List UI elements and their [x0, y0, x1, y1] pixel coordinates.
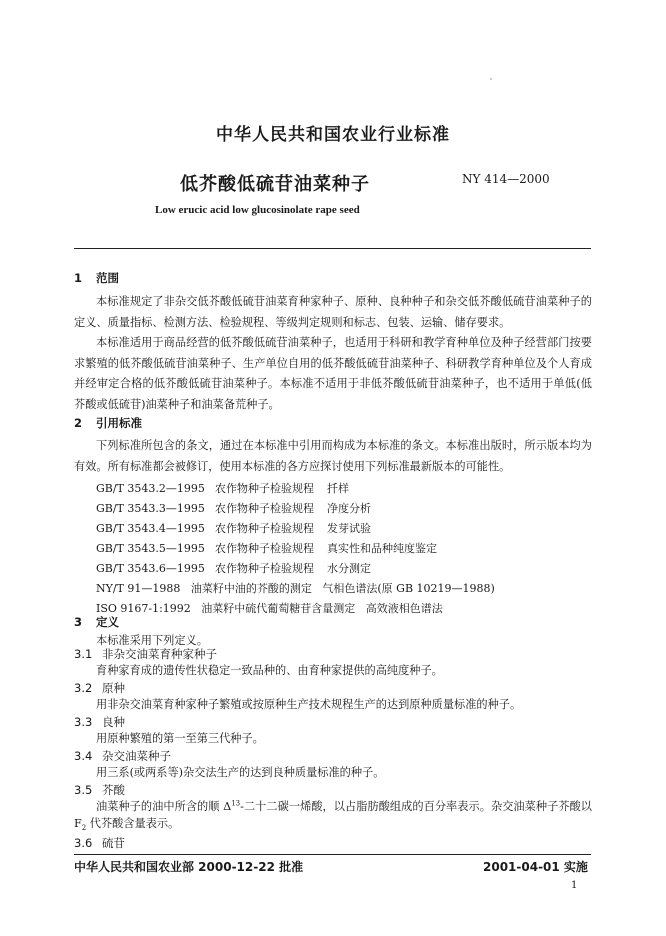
definition-3-5-body [74, 798, 592, 832]
definition-3-1-heading [74, 646, 217, 662]
definition-3-3-body: 用原种繁殖的第一至第三代种子。 [96, 732, 264, 745]
header-rule [74, 248, 591, 249]
body-text: 油菜种子的油中所含的顺 Δ [96, 800, 232, 813]
clause-number: 3.3 [74, 715, 93, 729]
clause-title: 硫苷 [102, 836, 125, 850]
ref-code: GB/T 3543.3—1995 [96, 502, 205, 515]
reference-ny: NY/T 91—1988 油菜籽中油的芥酸的测定 气相色谱法(原 GB 10219—1988) [96, 582, 495, 595]
clause-number: 3.5 [74, 783, 93, 797]
footer-rule [74, 854, 591, 855]
ref-name: 农作物种子检验规程 [215, 502, 314, 515]
page-number: 1 [571, 880, 578, 891]
section-title: 范围 [96, 271, 119, 285]
definition-3-4-heading [74, 748, 171, 764]
definition-3-2-heading [74, 680, 125, 696]
clause-number: 3.2 [74, 681, 93, 695]
ref-topic: 净度分析 [327, 502, 371, 515]
reference-item [96, 500, 371, 516]
clause-number: 3.4 [74, 749, 93, 763]
section-number: 3 [74, 615, 83, 629]
section-title: 引用标准 [96, 416, 142, 430]
document-title: 低芥酸低硫苷油菜种子 [180, 174, 370, 195]
standard-organization: 中华人民共和国农业行业标准 [216, 125, 450, 145]
ref-code: GB/T 3543.5—1995 [96, 542, 205, 555]
ref-topic: 水分测定 [327, 562, 371, 575]
section-2-heading [74, 415, 142, 431]
definition-3-4-body: 用三系(或两系等)杂交法生产的达到良种质量标准的种子。 [96, 766, 385, 779]
reference-iso: ISO 9167-1:1992 油菜籽中硫代葡萄糖苷含量测定 高效液相色谱法 [96, 602, 443, 615]
ref-name: 农作物种子检验规程 [215, 542, 314, 555]
reference-item [96, 480, 349, 496]
ref-name: 农作物种子检验规程 [215, 522, 314, 535]
reference-item [96, 520, 371, 536]
body-text: -二十二碳一烯酸，以占脂肪酸组成的百分率表示。杂交油菜种子芥酸以 F [74, 800, 592, 830]
section-number: 2 [74, 416, 83, 430]
section-1-heading [74, 270, 119, 286]
clause-title: 杂交油菜种子 [102, 749, 171, 763]
ref-topic: 真实性和品种纯度鉴定 [327, 542, 437, 555]
ref-name: 农作物种子检验规程 [215, 562, 314, 575]
standard-code: NY 414—2000 [462, 172, 550, 186]
definitions-intro: 本标准采用下列定义。 [96, 634, 208, 647]
section-3-heading [74, 614, 119, 630]
ref-topic: 扦样 [327, 482, 349, 495]
subscript: 2 [81, 824, 87, 833]
ref-code: GB/T 3543.6—1995 [96, 562, 205, 575]
reference-item [96, 560, 371, 576]
clause-title: 原种 [102, 681, 125, 695]
references-intro: 下列标准所包含的条文，通过在本标准中引用而构成为本标准的条文。本标准出版时，所示版本均为有效。所有标准都会被修订，使用本标准的各方应探讨使用下列标准最新版本的可能性。 [74, 439, 592, 473]
effective-date: 2001-04-01 实施 [483, 860, 588, 874]
speck [490, 78, 492, 80]
ref-code: GB/T 3543.4—1995 [96, 522, 205, 535]
scope-paragraph-1: 本标准规定了非杂交低芥酸低硫苷油菜育种家种子、原种、良种种子和杂交低芥酸低硫苷油菜种子的定义、质量指标、检测方法、检验规程、等级判定规则和标志、包装、运输、储存要求。 [74, 295, 592, 329]
ref-topic: 发芽试验 [327, 522, 371, 535]
approval-line: 中华人民共和国农业部 2000-12-22 批准 [74, 860, 304, 874]
ref-name: 农作物种子检验规程 [215, 482, 314, 495]
clause-number: 3.6 [74, 836, 93, 850]
body-text: 代芥酸含量表示。 [86, 817, 180, 830]
clause-title: 芥酸 [102, 783, 125, 797]
ref-code: GB/T 3543.2—1995 [96, 482, 205, 495]
reference-item [96, 540, 437, 556]
clause-title: 非杂交油菜育种家种子 [102, 647, 217, 661]
definition-3-6-heading [74, 836, 125, 850]
english-title: Low erucic acid low glucosinolate rape seed [155, 204, 360, 216]
section-title: 定义 [96, 615, 119, 629]
scope-paragraph-2: 本标准适用于商品经营的低芥酸低硫苷油菜种子，也适用于科研和教学育种单位及种子经营部门按要求繁殖的低芥酸低硫苷油菜种子、生产单位自用的低芥酸低硫苷油菜种子、科研教学育种单位及个人育成并经审定合格的低芥酸低硫苷油菜种子。本标准不适用于非低芥酸低硫苷油菜种子，也不适用于单低(低芥酸或低硫苷)油菜种子和油菜备荒种子。 [74, 336, 592, 411]
definition-3-2-body: 用非杂交油菜育种家种子繁殖或按原种生产技术规程生产的达到原种质量标准的种子。 [96, 698, 522, 711]
clause-title: 良种 [102, 715, 125, 729]
definition-3-3-heading [74, 714, 125, 730]
section-number: 1 [74, 271, 83, 285]
definition-3-1-body: 育种家育成的遗传性状稳定一致品种的、由育种家提供的高纯度种子。 [96, 664, 443, 677]
clause-number: 3.1 [74, 647, 93, 661]
definition-3-5-heading [74, 782, 125, 798]
superscript: 13 [231, 799, 241, 808]
